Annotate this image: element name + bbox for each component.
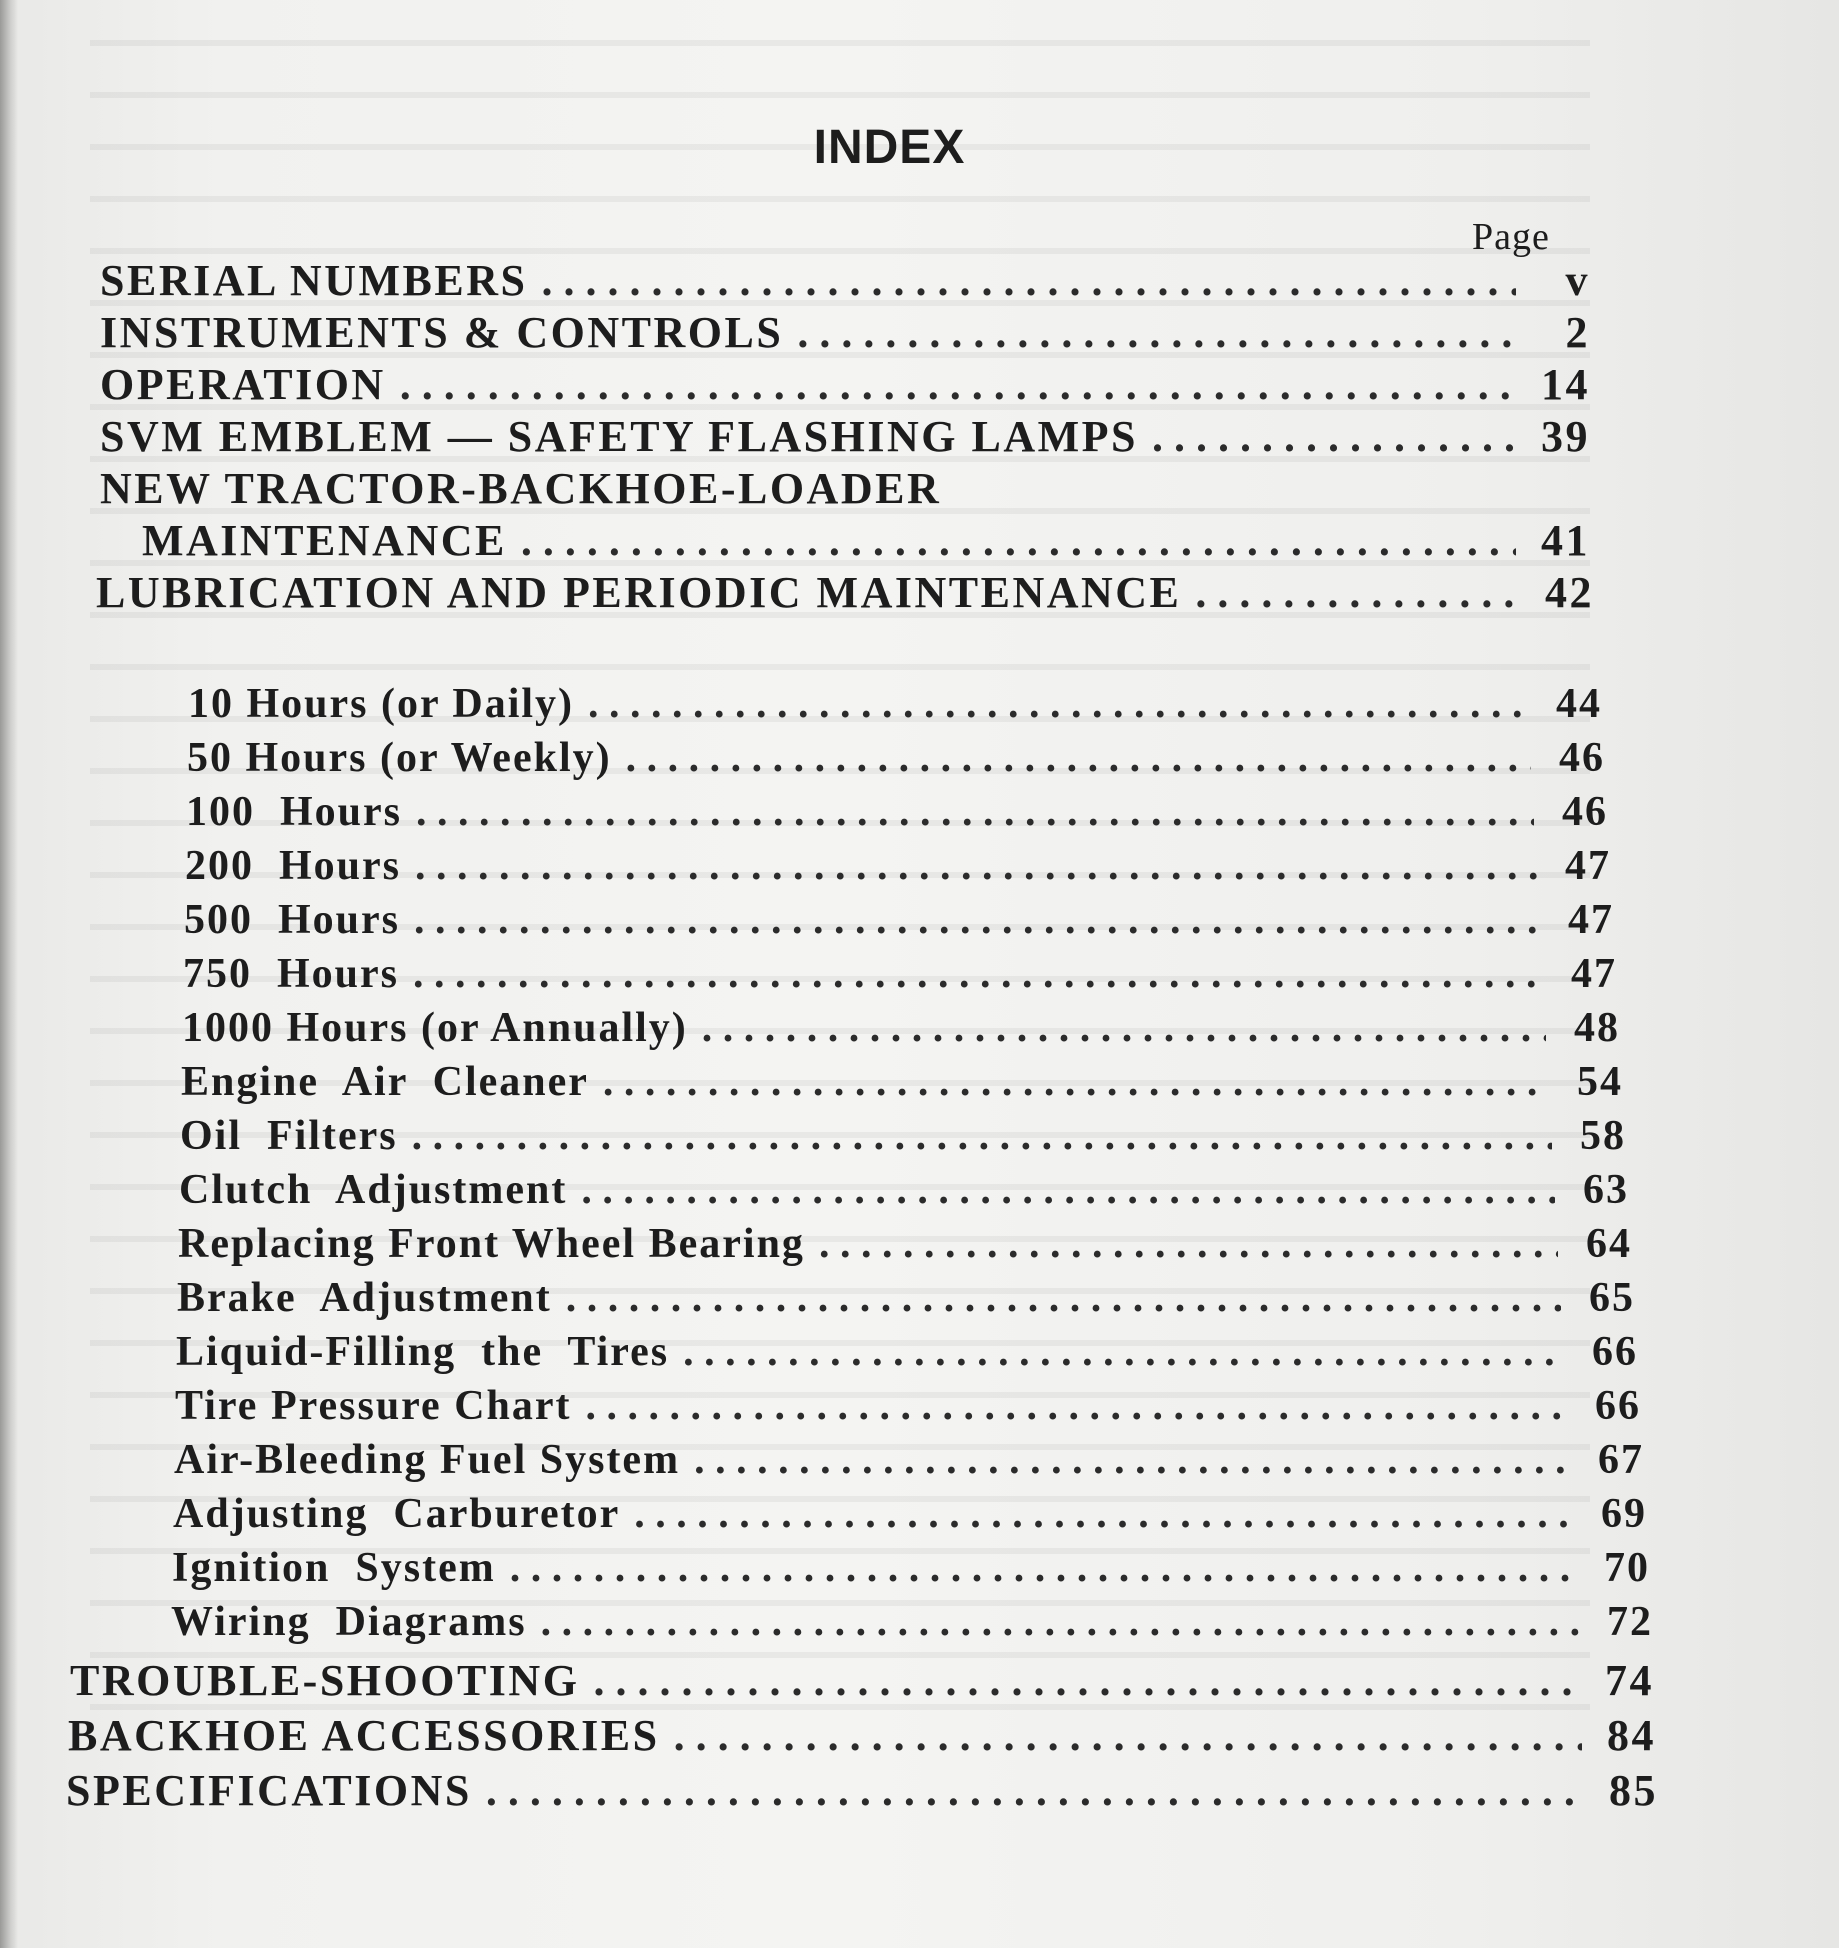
index-title: INDEX — [813, 121, 966, 174]
entry-label: TROUBLE-SHOOTING — [70, 1656, 580, 1705]
index-subentry — [175, 1382, 1641, 1430]
entry-page-number: 65 — [1589, 1275, 1635, 1321]
entry-page-number: 48 — [1574, 1005, 1620, 1051]
index-entry-specifications — [66, 1765, 1658, 1816]
entry-page-number: 69 — [1601, 1491, 1647, 1537]
entry-label: MAINTENANCE — [142, 516, 507, 565]
index-entry-serial-numbers — [100, 255, 1590, 306]
entry-page-number: 2 — [1565, 308, 1590, 357]
index-subentry — [173, 1490, 1647, 1538]
dot-leader — [521, 515, 1516, 566]
entry-page-number: 85 — [1609, 1766, 1658, 1815]
entry-label: 200 Hours — [185, 843, 402, 889]
entry-label: OPERATION — [100, 360, 386, 409]
entry-label: 500 Hours — [184, 897, 401, 943]
entry-label: Replacing Front Wheel Bearing — [178, 1221, 805, 1267]
entry-label: 50 Hours (or Weekly) — [187, 735, 612, 781]
entry-page-number: 39 — [1541, 412, 1590, 461]
dot-leader — [683, 1328, 1564, 1376]
index-subentry — [171, 1598, 1653, 1646]
entry-page-number: 66 — [1592, 1329, 1638, 1375]
dot-leader — [593, 1655, 1580, 1706]
index-subentry — [188, 680, 1602, 728]
entry-page-number: 47 — [1565, 843, 1611, 889]
index-subentry — [182, 1004, 1620, 1052]
entry-page-number: 58 — [1580, 1113, 1626, 1159]
index-subentry — [185, 842, 1611, 890]
page-edge-shadow — [0, 0, 18, 1948]
entry-label: Tire Pressure Chart — [175, 1383, 572, 1429]
index-entry-trouble-shooting — [70, 1655, 1654, 1706]
entry-label: Ignition System — [172, 1545, 496, 1591]
dot-leader — [702, 1004, 1546, 1052]
index-entry-lubrication — [96, 567, 1594, 618]
dot-leader — [674, 1710, 1582, 1761]
entry-label: SERIAL NUMBERS — [100, 256, 528, 305]
entry-label: Wiring Diagrams — [171, 1599, 527, 1645]
index-subentry — [178, 1220, 1632, 1268]
entry-page-number: 46 — [1559, 735, 1605, 781]
index-entry-new-tractor-maintenance — [142, 515, 1590, 566]
entry-label: Engine Air Cleaner — [181, 1059, 589, 1105]
entry-page-number: 46 — [1562, 789, 1608, 835]
entry-label: 10 Hours (or Daily) — [188, 681, 575, 727]
dot-leader — [412, 1112, 1552, 1160]
dot-leader — [566, 1274, 1561, 1322]
entry-page-number: 72 — [1607, 1599, 1653, 1645]
dot-leader — [414, 896, 1540, 944]
entry-page-number: 66 — [1595, 1383, 1641, 1429]
entry-label: SVM EMBLEM — SAFETY FLASHING LAMPS — [100, 412, 1139, 461]
dot-leader — [1195, 567, 1520, 618]
dot-leader — [694, 1436, 1570, 1484]
entry-page-number: 63 — [1583, 1167, 1629, 1213]
page-column-header: Page — [1472, 216, 1550, 258]
entry-label: INSTRUMENTS & CONTROLS — [100, 308, 784, 357]
entry-page-number: 84 — [1607, 1711, 1656, 1760]
index-subentry — [176, 1328, 1638, 1376]
dot-leader — [819, 1220, 1558, 1268]
entry-page-number: 67 — [1598, 1437, 1644, 1483]
entry-label: LUBRICATION AND PERIODIC MAINTENANCE — [96, 568, 1182, 617]
entry-label: 1000 Hours (or Annually) — [182, 1005, 688, 1051]
entry-label: SPECIFICATIONS — [66, 1766, 472, 1815]
index-entry-instruments-controls — [100, 307, 1590, 358]
entry-page-number: 47 — [1568, 897, 1614, 943]
dot-leader — [1152, 411, 1516, 462]
dot-leader — [541, 1598, 1579, 1646]
entry-page-number: 47 — [1571, 951, 1617, 997]
entry-page-number: 14 — [1541, 360, 1590, 409]
dot-leader — [797, 307, 1516, 358]
dot-leader — [415, 842, 1537, 890]
index-subentry — [186, 788, 1608, 836]
entry-page-number: 70 — [1604, 1545, 1650, 1591]
entry-page-number: v — [1565, 256, 1590, 305]
entry-page-number: 41 — [1541, 516, 1590, 565]
index-entry-operation — [100, 359, 1590, 410]
index-entry-svm-emblem — [100, 411, 1590, 462]
entry-page-number: 44 — [1556, 681, 1602, 727]
dot-leader — [416, 788, 1534, 836]
entry-label: Liquid-Filling the Tires — [176, 1329, 670, 1375]
index-subentry — [179, 1166, 1629, 1214]
dot-leader — [541, 255, 1516, 306]
index-subentry — [180, 1112, 1626, 1160]
index-subentry — [183, 950, 1617, 998]
dot-leader — [634, 1490, 1573, 1538]
entry-label: 100 Hours — [186, 789, 403, 835]
entry-label: Adjusting Carburetor — [173, 1491, 621, 1537]
entry-label: 750 Hours — [183, 951, 400, 997]
dot-leader — [510, 1544, 1576, 1592]
dot-leader — [603, 1058, 1549, 1106]
index-subentry — [181, 1058, 1623, 1106]
entry-label: Clutch Adjustment — [179, 1167, 568, 1213]
index-subentry — [184, 896, 1614, 944]
index-subentry — [174, 1436, 1644, 1484]
index-subentry — [172, 1544, 1650, 1592]
entry-label: Air-Bleeding Fuel System — [174, 1437, 681, 1483]
entry-page-number: 42 — [1545, 568, 1594, 617]
index-subentry — [177, 1274, 1635, 1322]
entry-page-number: 74 — [1605, 1656, 1654, 1705]
entry-page-number: 64 — [1586, 1221, 1632, 1267]
index-subentry — [187, 734, 1605, 782]
dot-leader — [400, 359, 1516, 410]
index-entry-backhoe-accessories — [68, 1710, 1656, 1761]
dot-leader — [586, 1382, 1567, 1430]
dot-leader — [413, 950, 1543, 998]
entry-page-number: 54 — [1577, 1059, 1623, 1105]
dot-leader — [486, 1765, 1584, 1816]
entry-label: Brake Adjustment — [177, 1275, 552, 1321]
dot-leader — [581, 1166, 1555, 1214]
entry-label: BACKHOE ACCESSORIES — [68, 1711, 660, 1760]
index-entry-new-tractor-line1: NEW TRACTOR-BACKHOE-LOADER — [100, 464, 942, 513]
dot-leader — [588, 680, 1528, 728]
dot-leader — [626, 734, 1531, 782]
entry-label: Oil Filters — [180, 1113, 398, 1159]
